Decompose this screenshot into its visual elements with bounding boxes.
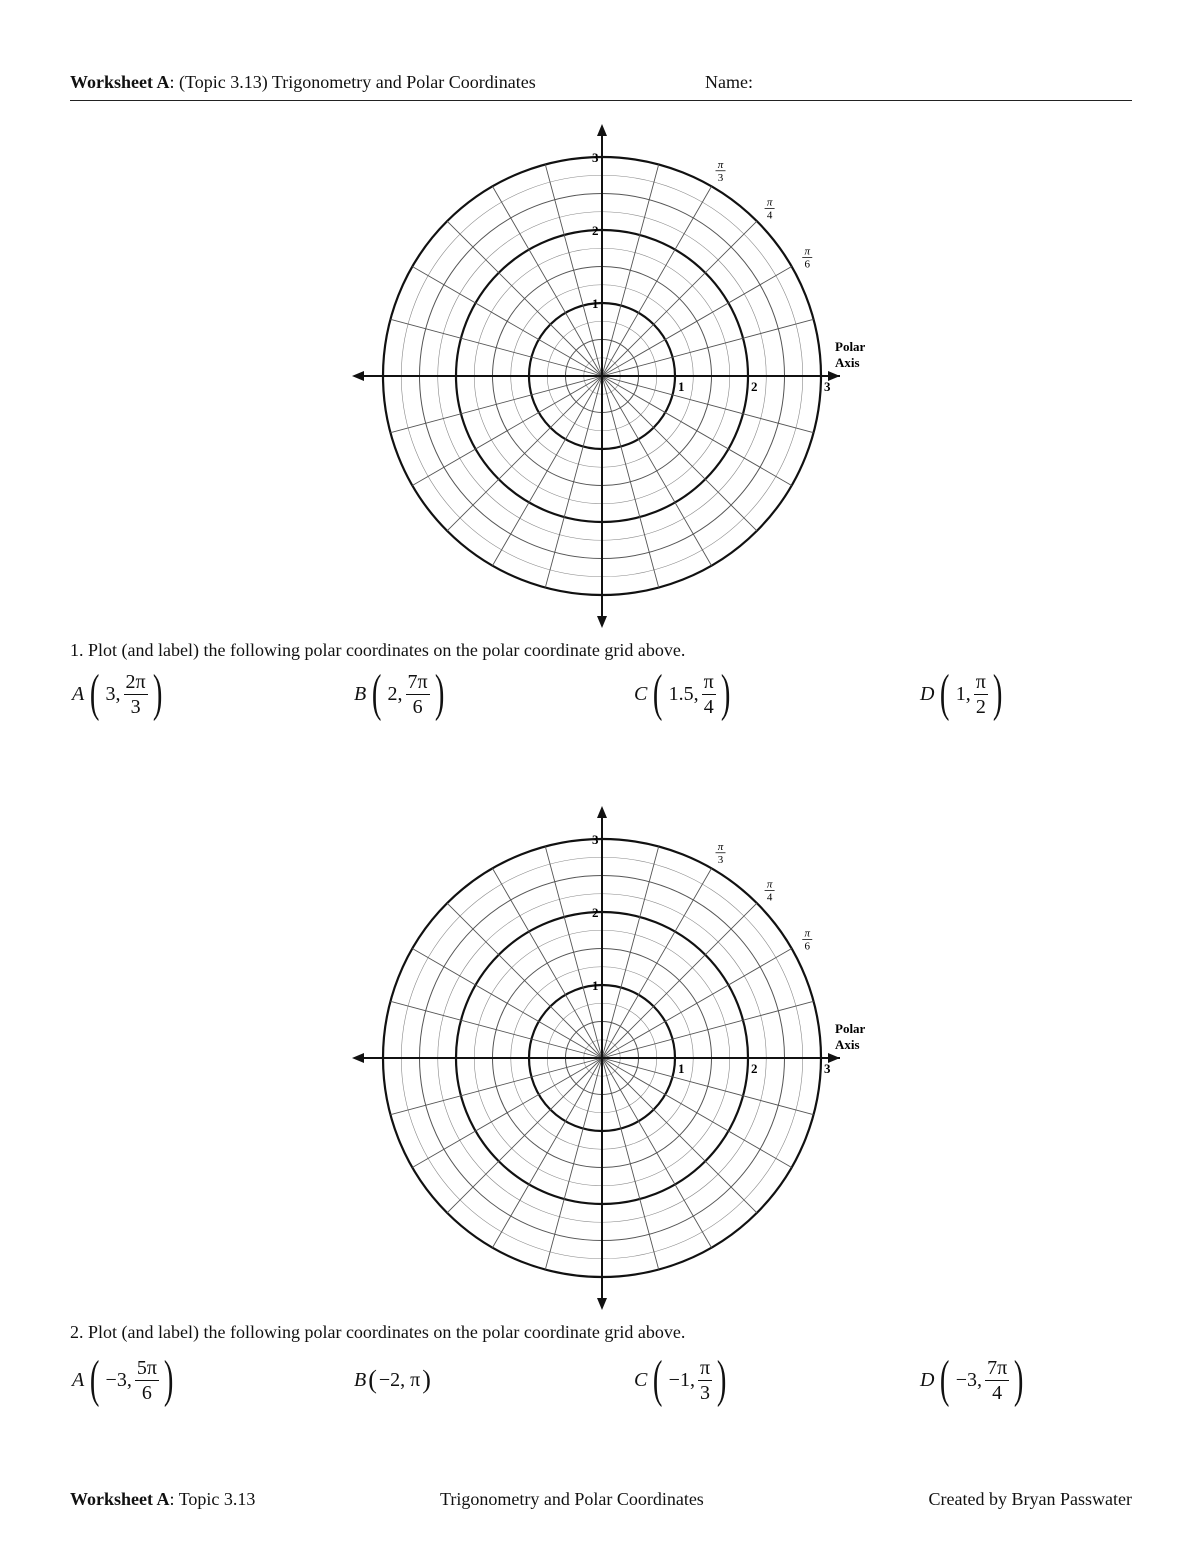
close-paren: ) [992, 665, 1003, 722]
open-paren: ( [653, 1351, 663, 1408]
open-paren: ( [90, 1351, 100, 1408]
axis-tick-label: 1 [592, 978, 599, 993]
worksheet-title: Worksheet A: (Topic 3.13) Trigonometry and Polar Coordinates [70, 72, 536, 92]
open-paren: ( [368, 1365, 377, 1394]
open-paren: ( [372, 665, 382, 722]
problem-1-coordinates [72, 664, 1132, 724]
angle-label-den: 4 [766, 891, 773, 904]
worksheet-header [70, 72, 1132, 101]
coordinate-a [72, 1350, 177, 1410]
angle-label-num: π [766, 878, 773, 891]
polar-axis-label: Polar [835, 1021, 866, 1036]
grid-radial-line [602, 1058, 757, 1213]
fraction-denominator: 4 [703, 695, 714, 718]
problem-2-coordinates [72, 1350, 1132, 1410]
axis-tick-label: 2 [592, 223, 599, 238]
angle-label [802, 928, 812, 953]
polar-grid-2[interactable] [340, 800, 870, 1320]
fraction-numerator: 2π [125, 670, 146, 693]
coordinate-b [354, 664, 448, 724]
angle-label [802, 246, 812, 271]
radius-value: 3, [105, 682, 121, 705]
grid-radial-line [447, 221, 602, 376]
radius-value: −2, π [378, 1368, 421, 1391]
grid-radial-line [493, 868, 603, 1058]
angle-label-den: 3 [717, 853, 724, 866]
grid-radial-line [602, 868, 712, 1058]
polar-axis-label: Axis [835, 355, 860, 370]
grid-radial-line [412, 376, 602, 486]
close-paren: ) [1014, 1351, 1024, 1408]
arrow-down [597, 1298, 607, 1310]
fraction-denominator: 4 [992, 1381, 1003, 1404]
angle-fraction [985, 1356, 1009, 1405]
radius-value: −1, [668, 1368, 695, 1391]
coordinate-b [354, 1350, 431, 1410]
footer-center: Trigonometry and Polar Coordinates [440, 1489, 704, 1509]
arrow-up [597, 124, 607, 136]
grid-radial-line [412, 267, 602, 377]
point-label: A [72, 1368, 85, 1391]
fraction-numerator: 7π [407, 670, 428, 693]
fraction-denominator: 6 [412, 695, 423, 718]
fraction-denominator: 6 [141, 1381, 152, 1404]
angle-label [765, 196, 775, 221]
angle-fraction [702, 670, 716, 719]
radius-value: 1, [955, 682, 971, 705]
polar-grid-svg [340, 118, 870, 638]
arrow-up [597, 806, 607, 818]
grid-radial-line [602, 1058, 712, 1248]
grid-radial-line [602, 267, 792, 377]
grid-radial-line [447, 1058, 602, 1213]
grid-radial-line [602, 376, 792, 486]
axis-tick-label: 2 [592, 905, 599, 920]
arrow-down [597, 616, 607, 628]
coordinate-c [634, 1350, 730, 1410]
fraction-numerator: π [703, 670, 714, 693]
point-label: C [634, 1368, 648, 1391]
radius-value: 2, [387, 682, 403, 705]
angle-label-den: 6 [804, 940, 810, 953]
angle-label-num: π [766, 196, 773, 209]
close-paren: ) [152, 665, 163, 722]
fraction-denominator: 3 [130, 695, 141, 718]
radius-value: −3, [105, 1368, 132, 1391]
coordinate-a [72, 664, 166, 724]
axis-tick-label: 2 [751, 379, 758, 394]
open-paren: ( [940, 1351, 950, 1408]
close-paren: ) [720, 665, 731, 722]
angle-fraction [135, 1356, 159, 1405]
fraction-numerator: 5π [136, 1356, 157, 1379]
polar-axis-label: Axis [835, 1037, 860, 1052]
grid-radial-line [493, 1058, 603, 1248]
axis-tick-label: 3 [824, 379, 831, 394]
problem-2-instruction: 2. Plot (and label) the following polar coordinates on the polar coordinate grid above. [70, 1322, 686, 1342]
angle-fraction [698, 1356, 712, 1405]
fraction-numerator: π [975, 670, 986, 693]
grid-radial-line [412, 949, 602, 1059]
angle-fraction [406, 670, 430, 719]
open-paren: ( [940, 665, 950, 722]
axis-tick-label: 2 [751, 1061, 758, 1076]
angle-label [716, 841, 726, 866]
open-paren: ( [653, 665, 663, 722]
axis-tick-label: 1 [592, 296, 599, 311]
axis-tick-label: 1 [678, 379, 685, 394]
point-label: A [72, 682, 85, 705]
point-label: B [354, 1368, 367, 1391]
open-paren: ( [90, 665, 100, 722]
footer-left: Worksheet A: Topic 3.13 [70, 1489, 256, 1509]
angle-label-den: 6 [804, 258, 810, 271]
fraction-denominator: 3 [700, 1381, 710, 1404]
fraction-numerator: 7π [987, 1356, 1008, 1379]
coordinate-c [634, 664, 734, 724]
coordinate-d [920, 1350, 1028, 1410]
grid-radial-line [602, 903, 757, 1058]
point-label: D [920, 1368, 935, 1391]
axis-tick-label: 1 [678, 1061, 685, 1076]
close-paren: ) [422, 1365, 431, 1394]
point-label: B [354, 682, 367, 705]
close-paren: ) [716, 1351, 727, 1408]
angle-label-num: π [804, 927, 811, 940]
grid-radial-line [602, 376, 712, 566]
problem-1-instruction: 1. Plot (and label) the following polar coordinates on the polar coordinate grid above. [70, 640, 686, 660]
angle-fraction [974, 670, 988, 719]
axis-tick-label: 3 [592, 150, 599, 165]
fraction-denominator: 2 [975, 695, 986, 718]
polar-grid-svg [340, 800, 870, 1320]
footer-right: Created by Bryan Passwater [928, 1489, 1132, 1509]
grid-radial-line [493, 186, 603, 376]
point-label: D [920, 682, 935, 705]
radius-value: 1.5, [668, 682, 699, 705]
grid-radial-line [493, 376, 603, 566]
grid-radial-line [602, 949, 792, 1059]
close-paren: ) [163, 1351, 174, 1408]
angle-label [765, 878, 775, 903]
grid-radial-line [602, 186, 712, 376]
grid-radial-line [412, 1058, 602, 1168]
angle-label-num: π [717, 158, 724, 171]
arrow-left [352, 371, 364, 381]
radius-value: −3, [955, 1368, 983, 1391]
angle-label-num: π [804, 245, 811, 258]
grid-radial-line [447, 376, 602, 531]
angle-label-den: 3 [717, 171, 724, 184]
polar-axis-label: Polar [835, 339, 866, 354]
angle-label-num: π [717, 840, 724, 853]
name-field-label: Name: [705, 72, 753, 92]
axis-tick-label: 3 [824, 1061, 831, 1076]
coordinate-d [920, 664, 1006, 724]
axis-tick-label: 3 [592, 832, 599, 847]
close-paren: ) [434, 665, 445, 722]
angle-label [716, 159, 726, 184]
grid-radial-line [602, 1058, 792, 1168]
grid-radial-line [602, 376, 757, 531]
grid-radial-line [602, 221, 757, 376]
angle-label-den: 4 [766, 209, 773, 222]
polar-grid-1[interactable] [340, 118, 870, 638]
grid-radial-line [447, 903, 602, 1058]
arrow-left [352, 1053, 364, 1063]
angle-fraction [124, 670, 148, 719]
fraction-numerator: π [699, 1356, 711, 1379]
point-label: C [634, 682, 648, 705]
